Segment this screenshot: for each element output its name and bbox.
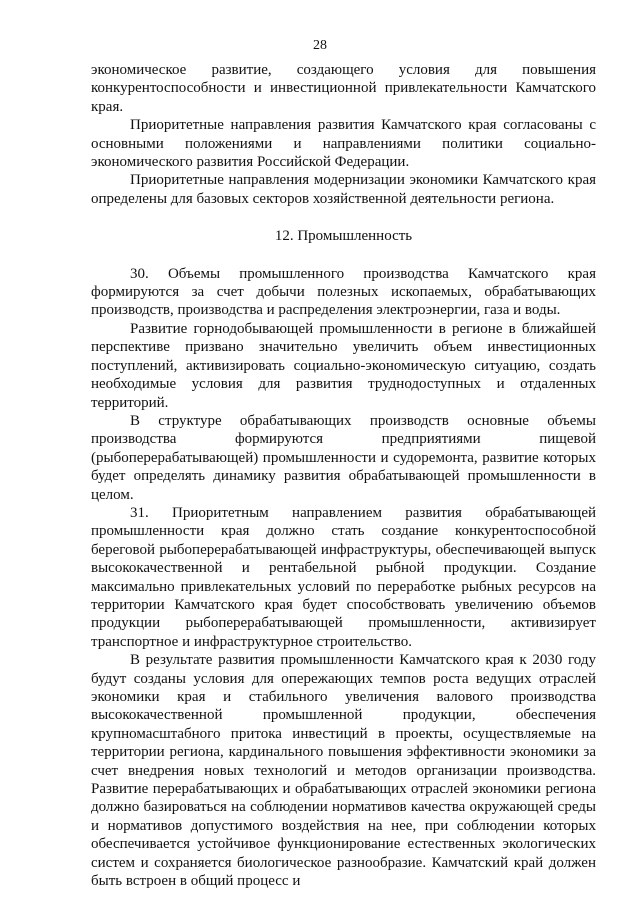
section-heading: 12. Промышленность bbox=[274, 228, 413, 245]
paragraph-30-production-volumes: 30. Объемы промышленного производства Камчатского края формируются за счет добычи полезных ископаемых, обрабатывающих производств, производства и распределения электроэнергии, газа и воды. bbox=[91, 265, 596, 319]
page-number: 28 bbox=[313, 38, 327, 53]
paragraph-priority-directions: Приоритетные направления развития Камчатского края согласованы с основными положениями и направлениями политики социально-экономического развития Российской Федерации. bbox=[91, 117, 596, 171]
paragraph-2030-results: В результате развития промышленности Камчатского края к 2030 году будут созданы условия для опережающих темпов роста ведущих отраслей экономики края и стабильного увеличения валового производства высококачественной промышленной продукции, обеспечения крупномасштабного притока инвестиций в проекты, осуществляемые на территории региона, кардинального повышения эффективности экономики за счет внедрения новых технологий и методов организации производства. Развитие перерабатывающих и обрабатывающих отраслей экономики региона должно базироваться на соблюдении нормативов качества окружающей среды и нормативов допустимого воздействия на нее, при соблюдении которых обеспечивается устойчивое функционирование естественных экологических систем и сохраняется биологическое разнообразие. Камчатский край должен быть встроен в общий процесс и bbox=[91, 652, 596, 890]
paragraph-manufacturing-structure: В структуре обрабатывающих производств основные объемы производства формируются предприятиями пищевой (рыбоперерабатывающей) промышленности и судоремонта, развитие которых будет определять динамику развития обрабатывающей промышленности в целом. bbox=[91, 412, 596, 503]
paragraph-modernization: Приоритетные направления модернизации экономики Камчатского края определены для базовых секторов хозяйственной деятельности региона. bbox=[91, 172, 596, 207]
paragraph-31-priority-fish-processing: 31. Приоритетным направлением развития обрабатывающей промышленности края должно стать создание конкурентоспособной береговой рыбоперерабатывающей инфраструктуры, обеспечивающей выпуск высококачественной и рентабельной рыбной продукции. Создание максимально привлекательных условий по переработке рыбных ресурсов на территории Камчатского края будет способствовать увеличению объемов продукции рыбоперерабатывающей промышленности, активизирует транспортное и инфраструктурное строительство. bbox=[91, 504, 596, 650]
document-body bbox=[91, 61, 596, 890]
paragraph-continuation: экономическое развитие, создающего условия для повышения конкурентоспособности и инвестиционной привлекательности Камчатского края. bbox=[91, 62, 596, 115]
paragraph-mining-development: Развитие горнодобывающей промышленности в регионе в ближайшей перспективе призвано значительно увеличить объем инвестиционных поступлений, активизировать социально-экономическую ситуацию, создать необходимые условия для развития труднодоступных и отдаленных территорий. bbox=[91, 320, 596, 411]
